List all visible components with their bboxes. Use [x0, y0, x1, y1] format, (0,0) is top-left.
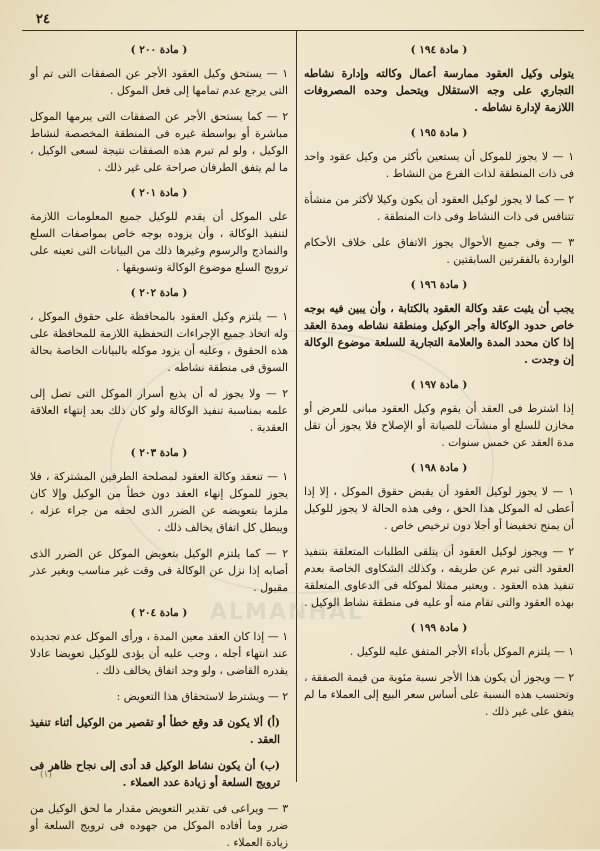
page-number: ٢٤ — [36, 12, 50, 27]
article-194 — [304, 42, 574, 116]
article-subclause: (أ) ألا يكون قد وقع خطأ أو تقصير من الوكيل أثناء تنفيذ العقد . — [30, 716, 280, 746]
article-195 — [304, 125, 574, 268]
article-paragraph: ١ — تنعقد وكالة العقود لمصلحة الطرفين المشتركة ، فلا يجوز للموكل إنهاء العقد دون خطأ من الوكيل وإلا كان ملزما بتعويضه عن الضرر الذى لحقه من جراء عزله ، ويبطل كل اتفاق يخالف ذلك . — [30, 470, 288, 534]
article-title: ( مادة ٢٠٣ ) — [130, 447, 188, 459]
article-paragraph: ٣ — وفى جميع الأحوال يجوز الاتفاق على خلاف الأحكام الواردة بالفقرتين السابقتين . — [304, 236, 574, 266]
article-paragraph: ٣ — ويراعى فى تقدير التعويض مقدار ما لحق الوكيل من ضرر وما أفاده الموكل من جهوده فى ترويج السلعة أو زيادة العملاء . — [30, 802, 288, 849]
article-paragraph: ١ — يلتزم الموكل بأداء الأجر المتفق عليه للوكيل . — [349, 645, 574, 658]
article-197 — [304, 377, 574, 451]
article-paragraph: ٢ — كما يستحق الأجر عن الصفقات التى يبرمها الموكل مباشرة أو بواسطة غيره فى المنطقة المخصصة لنشاط الوكيل ، ولو لم تبرم هذه الصفقات نتيجة لسعى الوكيل ، ما لم يتفق الطرفان صراحة على غير ذلك . — [30, 110, 288, 174]
article-title: ( مادة ١٩٧ ) — [410, 379, 468, 391]
right-column — [304, 40, 574, 780]
article-198 — [304, 460, 574, 611]
article-paragraph: ١ — لا يجوز للموكل أن يستعين بأكثر من وكيل عقود واحد فى ذات المنطقة لذات الفرع من النشاط . — [304, 150, 574, 180]
article-title: ( مادة ٢٠٤ ) — [130, 607, 188, 619]
article-paragraph: ٢ — ويجوز لوكيل العقود أن يتلقى الطلبات المتعلقة بتنفيذ العقود التى تبرم عن طريقه ، وكذلك الشكاوى الخاصة بعدم تنفيذ هذه العقود . ويعتبر ممثلا لموكله فى الدعاوى المتعلقة بهذه العقود والتى تقام منه أو عليه فى منطقة نشاط الوكيل . — [304, 545, 574, 609]
article-title: ( مادة ١٩٤ ) — [410, 44, 468, 56]
article-paragraph: ٢ — ويشترط لاستحقاق هذا التعويض : — [116, 690, 288, 703]
left-column — [30, 40, 288, 849]
article-paragraph: على الموكل أن يقدم للوكيل جميع المعلومات اللازمة لتنفيذ الوكالة ، وأن يزوده بوجه خاص بمواصفات السلع والنماذج والرسوم وغيرها ذلك من البيانات التى تعينه على ترويج السلع موضوع الوكالة وتسويقها . — [30, 210, 288, 274]
article-paragraph: ١ — لا يجوز لوكيل العقود أن يقبض حقوق الموكل ، إلا إذا أعطى له الموكل هذا الحق ، وفى هذه الحالة لا يجوز للوكيل أن يمنح تخفيضا أو أجلا دون ترخيص خاص . — [304, 485, 574, 532]
article-title: ( مادة ١٩٥ ) — [410, 127, 468, 139]
article-paragraph: ٢ — كما لا يجوز لوكيل العقود أن يكون وكيلا لأكثر من منشأة تتنافس فى ذات النشاط وفى ذات المنطقة . — [304, 193, 574, 223]
article-200 — [30, 42, 288, 176]
article-196 — [304, 277, 574, 368]
article-201 — [30, 185, 288, 276]
article-title: ( مادة ١٩٩ ) — [410, 622, 468, 634]
watermark-text: ALMANHAL — [210, 600, 364, 625]
article-paragraph: ١ — إذا كان العقد معين المدة ، ورأى الموكل عدم تجديده عند انتهاء أجله ، وجب عليه أن يؤدى للوكيل تعويضا عادلا يقدره القاضى ، ولو وجد اتفاق يخالف ذلك . — [30, 630, 288, 677]
article-paragraph: ٢ — ويجوز أن يكون هذا الأجر نسبة مئوية من قيمة الصفقة ، وتحتسب هذه النسبة على أساس سعر البيع إلى العملاء ما لم يتفق على غير ذلك . — [304, 671, 574, 718]
article-paragraph: ٢ — كما يلتزم الوكيل بتعويض الموكل عن الضرر الذى أصابه إذا نزل عن الوكالة فى وقت غير مناسب وبغير عذر مقبول . — [30, 547, 288, 594]
article-199 — [304, 620, 574, 720]
article-title: ( مادة ٢٠٢ ) — [130, 287, 188, 299]
article-204 — [30, 605, 288, 851]
article-title: ( مادة ١٩٨ ) — [410, 462, 468, 474]
article-title: ( مادة ٢٠١ ) — [130, 187, 188, 199]
article-title: ( مادة ٢٠٠ ) — [130, 44, 188, 56]
header-rule — [22, 30, 584, 31]
article-paragraph: ١ — يلتزم وكيل العقود بالمحافظة على حقوق الموكل ، وله اتخاذ جميع الإجراءات التحفظية اللازمة للمحافظة على هذه الحقوق ، وعليه أن يزود موكله بالبيانات الخاصة بحالة السوق فى منطقة نشاطه . — [30, 310, 288, 374]
article-paragraph: يجب أن يثبت عقد وكالة العقود بالكتابة ، وأن يبين فيه بوجه خاص حدود الوكالة وأجر الوكيل ومنطقة نشاطه ومدة العقد إذا كان محدد المدة والعلامة التجارية للسلعة موضوع الوكالة إن وجدت . — [304, 302, 574, 366]
article-203 — [30, 445, 288, 596]
footer-mark: (١) — [40, 770, 52, 780]
article-202 — [30, 285, 288, 436]
article-paragraph: يتولى وكيل العقود ممارسة أعمال وكالته وإدارة نشاطه التجاري على وجه الاستقلال ويتحمل وحده المصروفات اللازمة لإدارة نشاطه . — [304, 67, 574, 114]
article-paragraph: ٢ — ولا يجوز له أن يذيع أسرار الموكل التى تصل إلى علمه بمناسبة تنفيذ الوكالة ولو كان ذلك بعد إنتهاء العلاقة العقدية . — [30, 387, 288, 434]
article-subclause: (ب) أن يكون نشاط الوكيل قد أدى إلى نجاح ظاهر فى ترويج السلعة أو زيادة عدد العملاء . — [30, 759, 280, 789]
column-divider — [296, 30, 297, 782]
article-paragraph: إذا اشترط فى العقد أن يقوم وكيل العقود مبانى للعرض أو مخازن للسلع أو منشآت للصيانة أو الإصلاح فلا يجوز أن تقل مدة العقد عن خمس سنوات . — [304, 402, 574, 449]
article-title: ( مادة ١٩٦ ) — [410, 279, 468, 291]
article-paragraph: ١ — يستحق وكيل العقود الأجر عن الصفقات التى تم أو التى يرجع عدم تمامها إلى فعل الموكل . — [30, 67, 288, 97]
